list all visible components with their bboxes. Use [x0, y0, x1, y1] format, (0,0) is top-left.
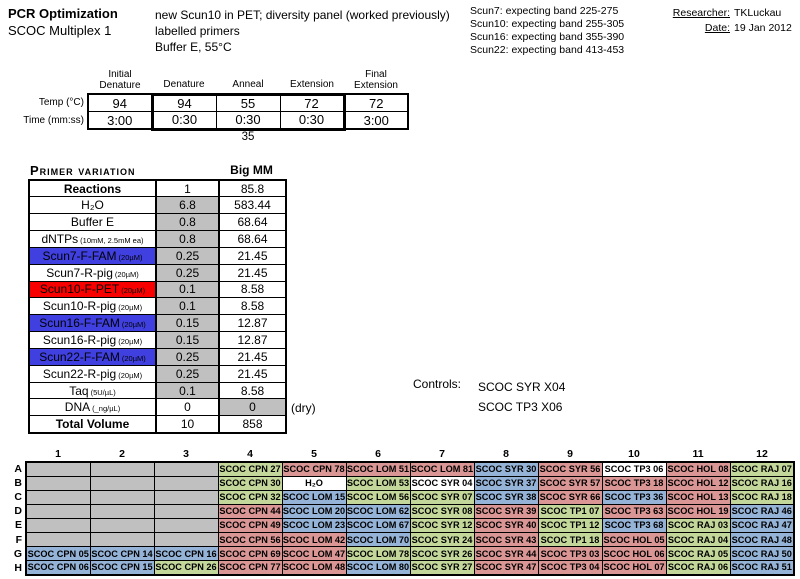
well-C9[interactable]: SCOC SYR 66 [538, 490, 602, 504]
plate-row-header: F [15, 533, 22, 546]
mix-label-text: Total Volume [55, 416, 130, 431]
mix-value-cell[interactable]: 10 [156, 416, 219, 433]
well-B9[interactable]: SCOC SYR 57 [538, 476, 602, 490]
well-C1[interactable] [26, 490, 90, 504]
mix-reagent-label [29, 180, 156, 197]
well-H10[interactable]: SCOC HOL 07 [602, 561, 666, 575]
well-B3[interactable] [154, 476, 218, 490]
mix-reagent-label [29, 348, 156, 365]
well-E8[interactable]: SCOC SYR 40 [474, 518, 538, 532]
mix-label-text: Buffer E [70, 215, 115, 230]
mix-reagent-label [29, 315, 156, 332]
mix-table-title: Primer variation [30, 163, 136, 178]
plate-corner [8, 447, 26, 462]
well-C7[interactable]: SCOC SYR 07 [410, 490, 474, 504]
well-E9[interactable]: SCOC TP1 12 [538, 518, 602, 532]
note-line: Buffer E, 55°C [155, 40, 232, 54]
plate-col-header: 2 [119, 448, 125, 460]
stage-header: Final Extension [354, 70, 398, 91]
mix-bigmm-cell[interactable]: 68.64 [219, 214, 286, 231]
mix-label-text: Scun7-F-FAM [42, 248, 117, 263]
dry-annotation: (dry) [291, 401, 316, 415]
well-C5[interactable]: SCOC LOM 15 [282, 490, 346, 504]
plate-row-header: E [14, 519, 22, 532]
well-A1[interactable] [26, 462, 90, 476]
mix-label-text: Scun16-R-pig [42, 333, 117, 348]
well-A11[interactable]: SCOC HOL 08 [666, 462, 730, 476]
mix-label-note: (_ng/µL) [92, 404, 121, 414]
well-B1[interactable] [26, 476, 90, 490]
plate-col-header: 11 [692, 448, 704, 460]
mix-reagent-label [29, 281, 156, 298]
mix-value-cell[interactable]: 0 [156, 399, 219, 416]
mix-reagent-label [29, 231, 156, 248]
well-E7[interactable]: SCOC SYR 12 [410, 518, 474, 532]
mix-reagent-label [29, 332, 156, 349]
mix-label-text: H₂O [81, 198, 104, 213]
temp-cell[interactable]: 94 [88, 94, 152, 112]
plate-col-header: 10 [628, 448, 640, 460]
master-mix-table [28, 179, 287, 434]
mix-label-note: (5U/µL) [90, 387, 116, 397]
control-item: SCOC SYR X04 [478, 380, 566, 394]
mix-value-cell[interactable]: 0.15 [156, 315, 219, 332]
mix-bigmm-cell[interactable]: 0 [219, 399, 286, 416]
well-A12[interactable]: SCOC RAJ 07 [730, 462, 794, 476]
researcher-name: TKLuckau [734, 7, 782, 19]
temp-cell[interactable]: 72 [344, 94, 408, 112]
mix-bigmm-cell[interactable]: 12.87 [219, 315, 286, 332]
well-G1[interactable]: SCOC CPN 05 [26, 547, 90, 561]
mix-reagent-label [29, 382, 156, 399]
mix-label-note: (20µM) [121, 286, 146, 296]
mix-bigmm-cell[interactable]: 8.58 [219, 298, 286, 315]
well-G5[interactable]: SCOC LOM 47 [282, 547, 346, 561]
temp-cell[interactable]: 72 [280, 94, 344, 112]
well-A8[interactable]: SCOC SYR 30 [474, 462, 538, 476]
mix-value-cell[interactable]: 0.25 [156, 264, 219, 281]
mix-label-text: dNTPs [41, 231, 79, 246]
mix-label-text: Scun10-R-pig [42, 299, 117, 314]
well-G4[interactable]: SCOC CPN 69 [218, 547, 282, 561]
mix-value-cell[interactable]: 0.8 [156, 214, 219, 231]
well-B6[interactable]: SCOC LOM 53 [346, 476, 410, 490]
plate-row-header: B [14, 477, 22, 490]
time-cell[interactable]: 3:00 [344, 112, 408, 130]
temp-row-label: Temp (°C) [38, 97, 84, 109]
well-A2[interactable] [90, 462, 154, 476]
plate-col-header: 8 [503, 448, 509, 460]
researcher-label: Researcher: [672, 7, 730, 19]
expected-band-line: Scun10: expecting band 255-305 [470, 18, 625, 30]
mix-value-cell[interactable]: 0.1 [156, 382, 219, 399]
well-B12[interactable]: SCOC RAJ 16 [730, 476, 794, 490]
well-E12[interactable]: SCOC RAJ 47 [730, 518, 794, 532]
well-G2[interactable]: SCOC CPN 14 [90, 547, 154, 561]
mix-bigmm-cell[interactable]: 21.45 [219, 348, 286, 365]
well-D5[interactable]: SCOC LOM 20 [282, 504, 346, 518]
well-F7[interactable]: SCOC SYR 24 [410, 532, 474, 546]
plate-map-table [8, 447, 795, 576]
well-E2[interactable] [90, 518, 154, 532]
mix-bigmm-cell[interactable]: 68.64 [219, 231, 286, 248]
well-C6[interactable]: SCOC LOM 56 [346, 490, 410, 504]
mix-reagent-label [29, 298, 156, 315]
mix-value-cell[interactable]: 0.25 [156, 348, 219, 365]
expected-band-line: Scun22: expecting band 413-453 [470, 44, 625, 56]
cycle-count: 35 [241, 131, 255, 143]
big-mm-header: Big MM [230, 163, 273, 177]
date-value: 19 Jan 2012 [734, 22, 792, 34]
mix-bigmm-cell[interactable]: 12.87 [219, 332, 286, 349]
well-D2[interactable] [90, 504, 154, 518]
plate-col-header: 1 [55, 448, 61, 460]
plate-row-header: A [14, 463, 22, 476]
well-A4[interactable]: SCOC CPN 27 [218, 462, 282, 476]
stage-header: Anneal [232, 79, 264, 90]
well-H9[interactable]: SCOC TP3 04 [538, 561, 602, 575]
well-H7[interactable]: SCOC SYR 27 [410, 561, 474, 575]
stage-header: Initial Denature [99, 70, 141, 91]
thermal-cycler-table [8, 70, 409, 131]
well-F3[interactable] [154, 532, 218, 546]
mix-bigmm-cell[interactable]: 21.45 [219, 247, 286, 264]
time-cell[interactable]: 0:30 [152, 112, 216, 130]
plate-row-header: H [14, 561, 22, 574]
note-line: labelled primers [155, 24, 240, 38]
well-H3[interactable]: SCOC CPN 26 [154, 561, 218, 575]
well-D12[interactable]: SCOC RAJ 46 [730, 504, 794, 518]
plate-col-header: 3 [183, 448, 189, 460]
well-F8[interactable]: SCOC SYR 43 [474, 532, 538, 546]
well-D11[interactable]: SCOC HOL 19 [666, 504, 730, 518]
well-A10[interactable]: SCOC TP3 06 [602, 462, 666, 476]
well-E11[interactable]: SCOC RAJ 03 [666, 518, 730, 532]
mix-value-cell[interactable]: 6.8 [156, 197, 219, 214]
well-F2[interactable] [90, 532, 154, 546]
mix-bigmm-cell[interactable]: 21.45 [219, 365, 286, 382]
well-A3[interactable] [154, 462, 218, 476]
mix-label-text: Taq [69, 383, 89, 398]
mix-label-text: Scun10-F-PET [39, 282, 120, 297]
well-C10[interactable]: SCOC TP3 36 [602, 490, 666, 504]
date-label: Date: [704, 22, 730, 34]
well-G12[interactable]: SCOC RAJ 50 [730, 547, 794, 561]
well-B5[interactable]: H₂O [282, 476, 346, 490]
well-G10[interactable]: SCOC HOL 06 [602, 547, 666, 561]
temp-cell[interactable]: 94 [152, 94, 216, 112]
mix-reagent-label [29, 416, 156, 433]
mix-label-text: DNA [64, 400, 91, 415]
well-D1[interactable] [26, 504, 90, 518]
well-F1[interactable] [26, 532, 90, 546]
well-F5[interactable]: SCOC LOM 42 [282, 532, 346, 546]
well-E10[interactable]: SCOC TP3 68 [602, 518, 666, 532]
well-H11[interactable]: SCOC RAJ 06 [666, 561, 730, 575]
mix-reagent-label [29, 197, 156, 214]
well-E4[interactable]: SCOC CPN 49 [218, 518, 282, 532]
mix-label-note: (20µM) [121, 320, 146, 330]
time-row-label: Time (mm:ss) [23, 114, 84, 126]
well-G8[interactable]: SCOC SYR 44 [474, 547, 538, 561]
controls-label: Controls: [413, 377, 462, 391]
well-G6[interactable]: SCOC LOM 78 [346, 547, 410, 561]
mix-value-cell[interactable]: 0.25 [156, 247, 219, 264]
mix-reagent-label [29, 399, 156, 416]
well-D7[interactable]: SCOC SYR 08 [410, 504, 474, 518]
well-F12[interactable]: SCOC RAJ 48 [730, 532, 794, 546]
well-F6[interactable]: SCOC LOM 70 [346, 532, 410, 546]
well-E6[interactable]: SCOC LOM 67 [346, 518, 410, 532]
well-E3[interactable] [154, 518, 218, 532]
well-B11[interactable]: SCOC HOL 12 [666, 476, 730, 490]
time-cell[interactable]: 0:30 [280, 112, 344, 130]
well-C11[interactable]: SCOC HOL 13 [666, 490, 730, 504]
well-D6[interactable]: SCOC LOM 62 [346, 504, 410, 518]
time-cell[interactable]: 3:00 [88, 112, 152, 130]
plate-col-header: 7 [439, 448, 445, 460]
well-A9[interactable]: SCOC SYR 56 [538, 462, 602, 476]
mix-label-text: Scun22-R-pig [42, 366, 117, 381]
well-B2[interactable] [90, 476, 154, 490]
thermal-corner [8, 70, 88, 94]
mix-bigmm-cell[interactable]: 8.58 [219, 382, 286, 399]
well-A5[interactable]: SCOC CPN 78 [282, 462, 346, 476]
well-G7[interactable]: SCOC SYR 26 [410, 547, 474, 561]
mix-label-note: (20µM) [118, 303, 143, 313]
expected-band-line: Scun16: expecting band 355-390 [470, 31, 625, 43]
mix-reagent-label [29, 365, 156, 382]
well-F4[interactable]: SCOC CPN 56 [218, 532, 282, 546]
mix-value-cell[interactable]: 0.1 [156, 298, 219, 315]
mix-label-text: Scun22-F-FAM [39, 349, 120, 364]
mix-label-text: Reactions [63, 181, 122, 196]
well-H6[interactable]: SCOC LOM 80 [346, 561, 410, 575]
well-H8[interactable]: SCOC SYR 47 [474, 561, 538, 575]
well-B10[interactable]: SCOC TP3 18 [602, 476, 666, 490]
plate-col-header: 12 [756, 448, 768, 460]
mix-bigmm-cell[interactable]: 21.45 [219, 264, 286, 281]
well-H2[interactable]: SCOC CPN 15 [90, 561, 154, 575]
mix-bigmm-cell[interactable]: 583.44 [219, 197, 286, 214]
plate-col-header: 5 [311, 448, 317, 460]
well-F11[interactable]: SCOC RAJ 04 [666, 532, 730, 546]
well-D9[interactable]: SCOC TP1 07 [538, 504, 602, 518]
mix-bigmm-cell[interactable]: 858 [219, 416, 286, 433]
well-G9[interactable]: SCOC TP3 03 [538, 547, 602, 561]
mix-value-cell[interactable]: 0.8 [156, 231, 219, 248]
experiment-notes [155, 7, 450, 55]
mix-label-note: (20µM) [121, 353, 146, 363]
plate-row-header: G [13, 547, 22, 560]
mix-label-text: Scun7-R-pig [46, 265, 113, 280]
plate-col-header: 9 [567, 448, 573, 460]
mix-reagent-label [29, 214, 156, 231]
well-H4[interactable]: SCOC CPN 77 [218, 561, 282, 575]
controls-list [478, 377, 565, 417]
plate-col-header: 6 [375, 448, 381, 460]
well-C3[interactable] [154, 490, 218, 504]
well-B7[interactable]: SCOC SYR 04 [410, 476, 474, 490]
well-B8[interactable]: SCOC SYR 37 [474, 476, 538, 490]
well-D3[interactable] [154, 504, 218, 518]
well-A6[interactable]: SCOC LOM 51 [346, 462, 410, 476]
mix-bigmm-cell[interactable]: 85.8 [219, 180, 286, 197]
well-G3[interactable]: SCOC CPN 16 [154, 547, 218, 561]
well-F10[interactable]: SCOC HOL 05 [602, 532, 666, 546]
page-subtitle: SCOC Multiplex 1 [8, 23, 112, 38]
well-D10[interactable]: SCOC TP3 63 [602, 504, 666, 518]
temp-cell[interactable]: 55 [216, 94, 280, 112]
plate-row-header: C [14, 491, 22, 504]
well-F9[interactable]: SCOC TP1 18 [538, 532, 602, 546]
time-cell[interactable]: 0:30 [216, 112, 280, 130]
mix-label-note: (20µM) [118, 252, 143, 262]
mix-reagent-label [29, 247, 156, 264]
well-E1[interactable] [26, 518, 90, 532]
well-E5[interactable]: SCOC LOM 23 [282, 518, 346, 532]
stage-header: Denature [163, 79, 205, 90]
mix-label-note: (20µM) [118, 370, 143, 380]
well-C8[interactable]: SCOC SYR 38 [474, 490, 538, 504]
researcher-block [600, 7, 796, 37]
mix-bigmm-cell[interactable]: 8.58 [219, 281, 286, 298]
mix-value-cell[interactable]: 0.1 [156, 281, 219, 298]
well-G11[interactable]: SCOC RAJ 05 [666, 547, 730, 561]
well-C2[interactable] [90, 490, 154, 504]
plate-col-header: 4 [247, 448, 253, 460]
mix-reagent-label [29, 264, 156, 281]
page-title: PCR Optimization [8, 6, 118, 21]
stage-header: Extension [290, 79, 334, 90]
well-D8[interactable]: SCOC SYR 39 [474, 504, 538, 518]
mix-label-note: (20µM) [118, 337, 143, 347]
well-H1[interactable]: SCOC CPN 06 [26, 561, 90, 575]
well-A7[interactable]: SCOC LOM 81 [410, 462, 474, 476]
well-D4[interactable]: SCOC CPN 44 [218, 504, 282, 518]
expected-band-line: Scun7: expecting band 225-275 [470, 5, 619, 17]
well-B4[interactable]: SCOC CPN 30 [218, 476, 282, 490]
note-line: new Scun10 in PET; diversity panel (worked previously) [155, 8, 450, 22]
well-C4[interactable]: SCOC CPN 32 [218, 490, 282, 504]
mix-value-cell[interactable]: 0.15 [156, 332, 219, 349]
mix-label-text: Scun16-F-FAM [39, 316, 120, 331]
control-item: SCOC TP3 X06 [478, 400, 563, 414]
well-H12[interactable]: SCOC RAJ 51 [730, 561, 794, 575]
mix-label-note: (10mM, 2.5mM ea) [80, 235, 144, 245]
mix-value-cell[interactable]: 1 [156, 180, 219, 197]
well-H5[interactable]: SCOC LOM 48 [282, 561, 346, 575]
mix-label-note: (20µM) [114, 269, 139, 279]
mix-value-cell[interactable]: 0.25 [156, 365, 219, 382]
plate-row-header: D [14, 505, 22, 518]
well-C12[interactable]: SCOC RAJ 18 [730, 490, 794, 504]
